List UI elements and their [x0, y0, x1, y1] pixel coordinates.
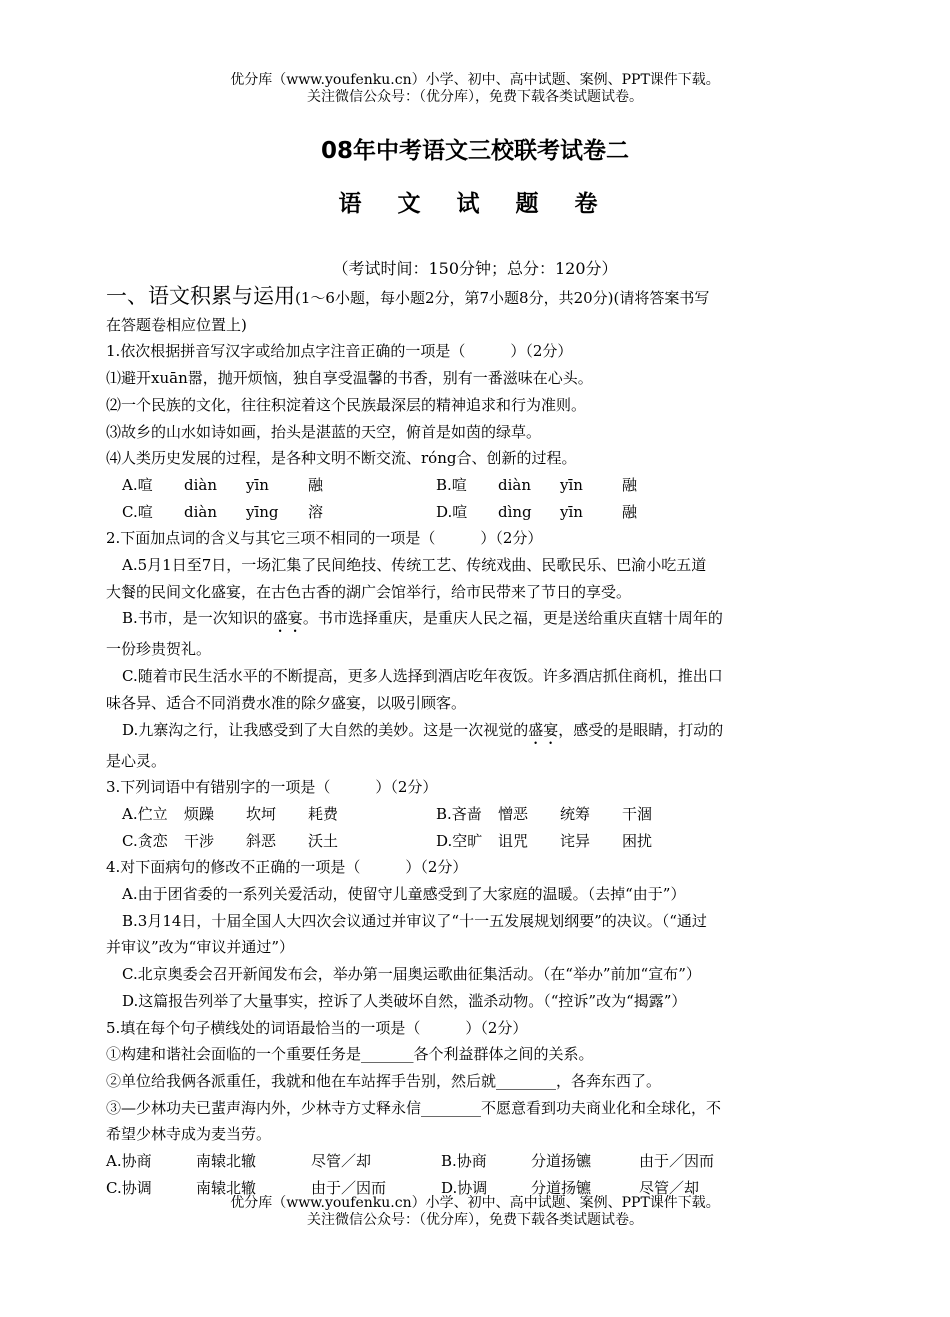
header-line-2: 关注微信公众号：（优分库），免费下载各类试题试卷。: [307, 89, 643, 105]
q3-option-c-2: 干涉: [184, 831, 215, 850]
section-1-note-cont: 在答题卷相应位置上): [106, 315, 247, 334]
q1-option-d-2: dìng: [498, 502, 532, 521]
q3-option-b-4: 干涸: [622, 804, 653, 823]
q1-item-1: ⑴避开xuān嚣，抛开烦恼，独自享受温馨的书香，别有一番滋味在心头。: [106, 369, 593, 388]
page-footer: [0, 1195, 950, 1229]
q5-sentence-3-cont: 希望少林寺成为麦当劳。: [106, 1125, 272, 1144]
q5-option-a-3: 尽管／却: [311, 1152, 372, 1171]
q1-option-a-2: diàn: [184, 475, 218, 494]
q5-option-b: B.协商: [441, 1152, 487, 1171]
q2-option-b-pre: B.书市，是一次知识的: [122, 609, 273, 628]
q1-option-b: B.喧: [436, 475, 467, 494]
header-line-1: 优分库（www.youfenku.cn）小学、初中、高中试题、案例、PPT课件下载。: [230, 72, 720, 88]
q4-option-b-cont: 并审议”改为“审议并通过”）: [106, 938, 295, 957]
q3-option-c: C.贪恋: [122, 831, 168, 850]
q1-options-row-1: [106, 472, 846, 499]
q5-stem: 5.填在每个句子横线处的词语最恰当的一项是（ ）（2分）: [106, 1018, 528, 1037]
q3-options-row-1: [106, 801, 846, 828]
q3-options-row-2: [106, 828, 846, 855]
q5-option-d: D.协调: [441, 1178, 488, 1197]
q4-stem: 4.对下面病句的修改不正确的一项是（ ）（2分）: [106, 858, 468, 877]
q2-option-b-cont: 一份珍贵贺礼。: [106, 640, 212, 659]
q5-option-c-3: 由于／因而: [311, 1178, 387, 1197]
q5-option-d-3: 尽管／却: [639, 1178, 700, 1197]
q1-item-4: ⑷人类历史发展的过程，是各种文明不断交流、róng合、创新的过程。: [106, 449, 577, 468]
q3-option-a-2: 烦躁: [184, 804, 215, 823]
q5-option-b-3: 由于／因而: [639, 1152, 715, 1171]
q2-option-a: A.5月1日至7日，一场汇集了民间绝技、传统工艺、传统戏曲、民歌民乐、巴渝小吃五道: [122, 556, 707, 575]
q3-option-a-3: 坎坷: [246, 804, 277, 823]
q3-option-d-2: 诅咒: [498, 831, 529, 850]
q1-option-c-4: 溶: [308, 502, 324, 521]
q1-option-b-3: yīn: [560, 475, 583, 494]
q2-option-d-dotted: 盛宴: [528, 720, 559, 739]
q5-sentence-3: ③—少林功夫已蜚声海内外，少林寺方丈释永信________不愿意看到功夫商业化和全球化，不: [106, 1098, 722, 1117]
q5-option-a-2: 南辕北辙: [196, 1152, 257, 1171]
q2-option-a-cont: 大餐的民间文化盛宴，在古色古香的湖广会馆举行，给市民带来了节日的享受。: [106, 582, 632, 601]
section-1-heading: [106, 283, 846, 312]
q3-option-d-3: 诧异: [560, 831, 591, 850]
page-header: [0, 72, 950, 106]
q5-option-c: C.协调: [106, 1178, 152, 1197]
q1-option-c: C.喧: [122, 502, 153, 521]
q3-option-a: A.伫立: [122, 804, 168, 823]
q4-option-c: C.北京奥委会召开新闻发布会，举办第一届奥运歌曲征集活动。（在“举办”前加“宣布”）: [122, 965, 701, 984]
q1-option-a: A.喧: [122, 475, 153, 494]
section-1-note: (1～6小题，每小题2分，第7小题8分，共20分)(请将答案书写: [295, 289, 710, 307]
q1-option-b-2: diàn: [498, 475, 532, 494]
q1-option-a-4: 融: [308, 475, 324, 494]
q2-option-b-dotted: 盛宴: [272, 609, 303, 628]
q5-option-d-2: 分道扬镳: [531, 1178, 592, 1197]
q3-option-c-3: 斜恶: [246, 831, 277, 850]
document-subtitle: 语 文 试 题 卷: [338, 191, 612, 217]
footer-line-1: 优分库（www.youfenku.cn）小学、初中、高中试题、案例、PPT课件下载。: [230, 1195, 720, 1211]
q5-options-row-1: [106, 1148, 846, 1175]
q4-option-b: B.3月14日，十届全国人大四次会议通过并审议了“十一五发展规划纲要”的决议。（“通过: [122, 911, 707, 930]
q4-option-a: A.由于团省委的一系列关爱活动，使留守儿童感受到了大家庭的温暖。（去掉“由于”）: [122, 885, 686, 904]
q2-option-d: [106, 717, 846, 748]
q5-option-a: A.协商: [106, 1152, 152, 1171]
exam-info: （考试时间：150分钟；总分：120分）: [332, 259, 618, 278]
q2-option-d-post: ，感受的是眼睛，打动的: [558, 720, 724, 739]
q3-option-d: D.空旷: [436, 831, 483, 850]
q5-option-b-2: 分道扬镳: [531, 1152, 592, 1171]
q1-option-d: D.喧: [436, 502, 468, 521]
q3-option-d-4: 困扰: [622, 831, 653, 850]
q1-option-c-2: diàn: [184, 502, 218, 521]
q1-option-c-3: yīng: [246, 502, 279, 521]
q5-sentence-2: ②单位给我俩各派重任，我就和他在车站挥手告别，然后就________，各奔东西了。: [106, 1071, 662, 1090]
q2-option-d-pre: D.九寨沟之行，让我感受到了大自然的美妙。这是一次视觉的: [122, 720, 529, 739]
q4-option-d: D.这篇报告列举了大量事实，控诉了人类破坏自然，滥杀动物。（“控诉”改为“揭露”）: [122, 991, 687, 1010]
q1-option-b-4: 融: [622, 475, 638, 494]
q2-stem: 2.下面加点词的含义与其它三项不相同的一项是（ ）（2分）: [106, 529, 543, 548]
q3-option-b-2: 憎恶: [498, 804, 529, 823]
q1-stem: 1.依次根据拼音写汉字或给加点字注音正确的一项是（ ）（2分）: [106, 342, 573, 361]
q5-sentence-1: ①构建和谐社会面临的一个重要任务是_______各个利益群体之间的关系。: [106, 1045, 594, 1064]
q3-option-b-3: 统筹: [560, 804, 591, 823]
q2-option-b-post: 。书市选择重庆，是重庆人民之福，更是送给重庆直辖十周年的: [302, 609, 723, 628]
q1-item-3: ⑶故乡的山水如诗如画，抬头是湛蓝的天空，俯首是如茵的绿草。: [106, 422, 542, 441]
exam-body: [106, 283, 846, 1202]
q5-option-c-2: 南辕北辙: [196, 1178, 257, 1197]
q2-option-c-cont: 味各异、适合不同消费水准的除夕盛宴，以吸引顾客。: [106, 693, 467, 712]
section-1-title: 一、语文积累与运用: [106, 284, 295, 308]
q2-option-c: C.随着市民生活水平的不断提高，更多人选择到酒店吃年夜饭。许多酒店抓住商机，推出口: [122, 667, 723, 686]
q1-option-d-3: yīn: [560, 502, 583, 521]
q1-options-row-2: [106, 499, 846, 526]
q3-option-a-4: 耗费: [308, 804, 339, 823]
q2-option-d-cont: 是心灵。: [106, 751, 167, 770]
q1-option-d-4: 融: [622, 502, 638, 521]
q3-stem: 3.下列词语中有错别字的一项是（ ）（2分）: [106, 778, 438, 797]
q2-option-b: [106, 605, 846, 636]
q1-item-2: ⑵一个民族的文化，往往积淀着这个民族最深层的精神追求和行为准则。: [106, 395, 587, 414]
q1-option-a-3: yīn: [246, 475, 269, 494]
q3-option-c-4: 沃土: [308, 831, 339, 850]
footer-line-2: 关注微信公众号：（优分库），免费下载各类试题试卷。: [307, 1212, 643, 1228]
document-title: 08年中考语文三校联考试卷二: [320, 138, 629, 164]
q3-option-b: B.吝啬: [436, 804, 482, 823]
